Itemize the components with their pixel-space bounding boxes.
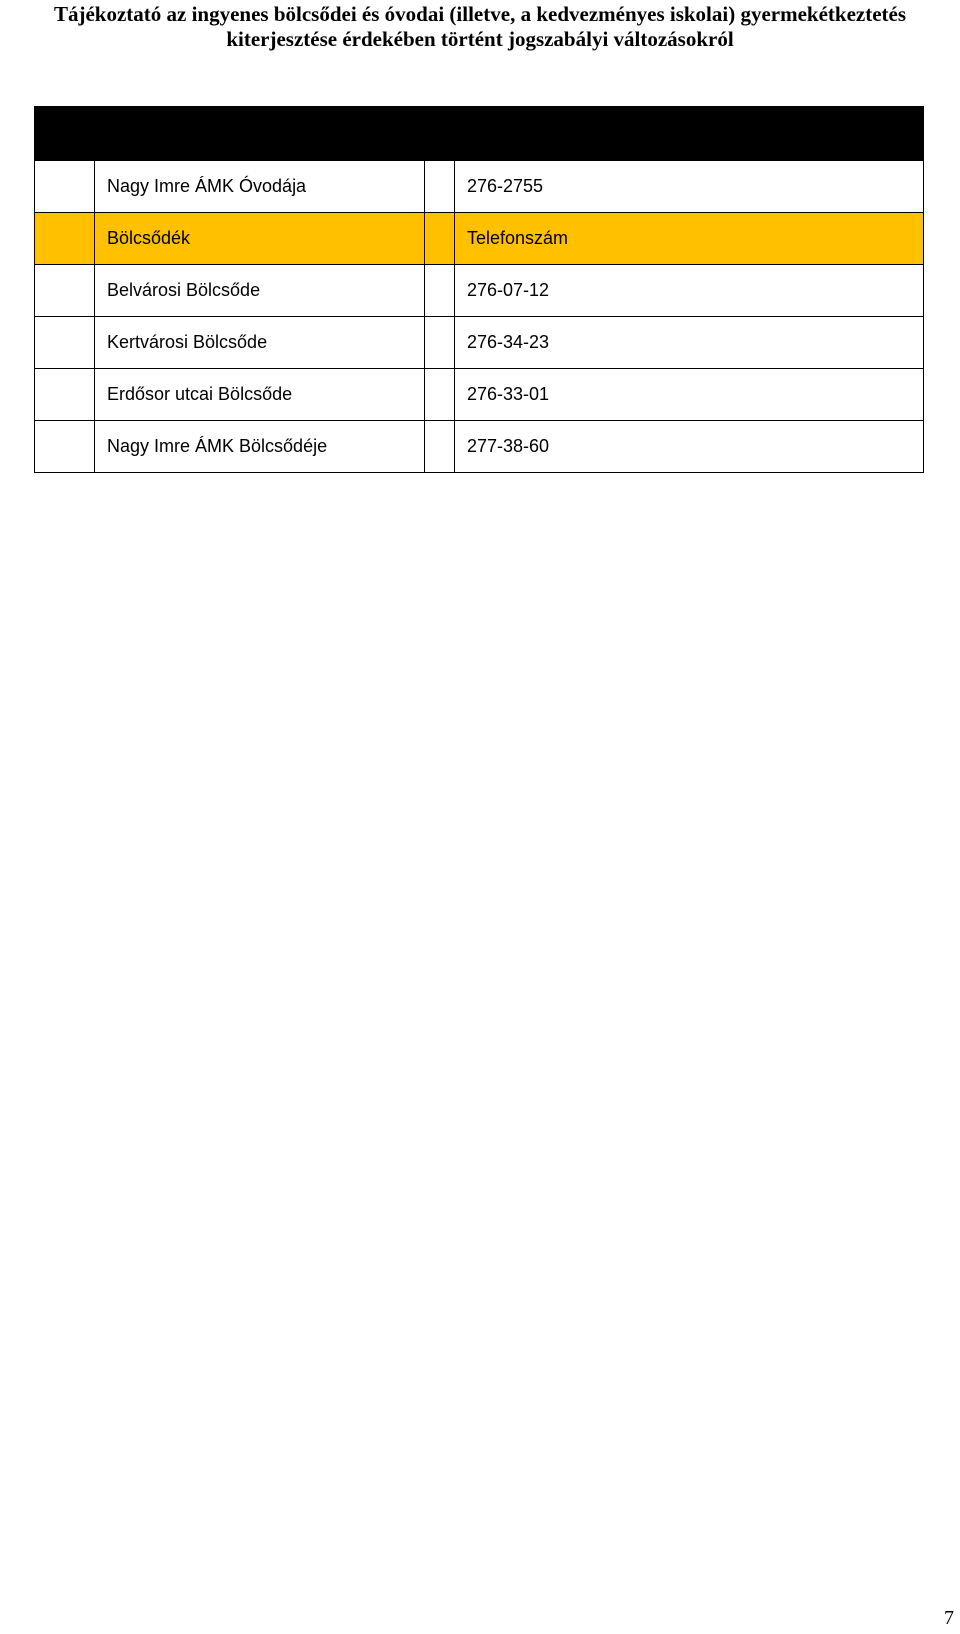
contact-table bbox=[34, 106, 924, 473]
phone-number: 276-33-01 bbox=[455, 369, 924, 421]
phone-number: 276-07-12 bbox=[455, 265, 924, 317]
header-cell-name bbox=[95, 107, 425, 161]
table-row bbox=[35, 421, 924, 473]
table-row bbox=[35, 265, 924, 317]
table-row bbox=[35, 317, 924, 369]
section-phone-label: Telefonszám bbox=[455, 213, 924, 265]
section-title: Bölcsődék bbox=[95, 213, 425, 265]
table-row bbox=[35, 161, 924, 213]
section-header-row bbox=[35, 213, 924, 265]
phone-number: 276-2755 bbox=[455, 161, 924, 213]
header-cell-phone bbox=[455, 107, 924, 161]
institution-name: Belvárosi Bölcsőde bbox=[95, 265, 425, 317]
institution-name: Erdősor utcai Bölcsőde bbox=[95, 369, 425, 421]
institution-name: Nagy Imre ÁMK Bölcsődéje bbox=[95, 421, 425, 473]
page-number: 7 bbox=[944, 1607, 954, 1629]
header-cell-blank bbox=[425, 107, 455, 161]
table-row bbox=[35, 369, 924, 421]
header-cell-blank bbox=[35, 107, 95, 161]
title-line-2: kiterjesztése érdekében történt jogszabályi változásokról bbox=[226, 27, 734, 51]
document-title bbox=[0, 2, 960, 52]
phone-number: 277-38-60 bbox=[455, 421, 924, 473]
table-header-row bbox=[35, 107, 924, 161]
phone-number: 276-34-23 bbox=[455, 317, 924, 369]
title-line-1: Tájékoztató az ingyenes bölcsődei és óvodai (illetve, a kedvezményes iskolai) gyermekétkeztetés bbox=[53, 2, 907, 26]
institution-name: Kertvárosi Bölcsőde bbox=[95, 317, 425, 369]
institution-name: Nagy Imre ÁMK Óvodája bbox=[95, 161, 425, 213]
